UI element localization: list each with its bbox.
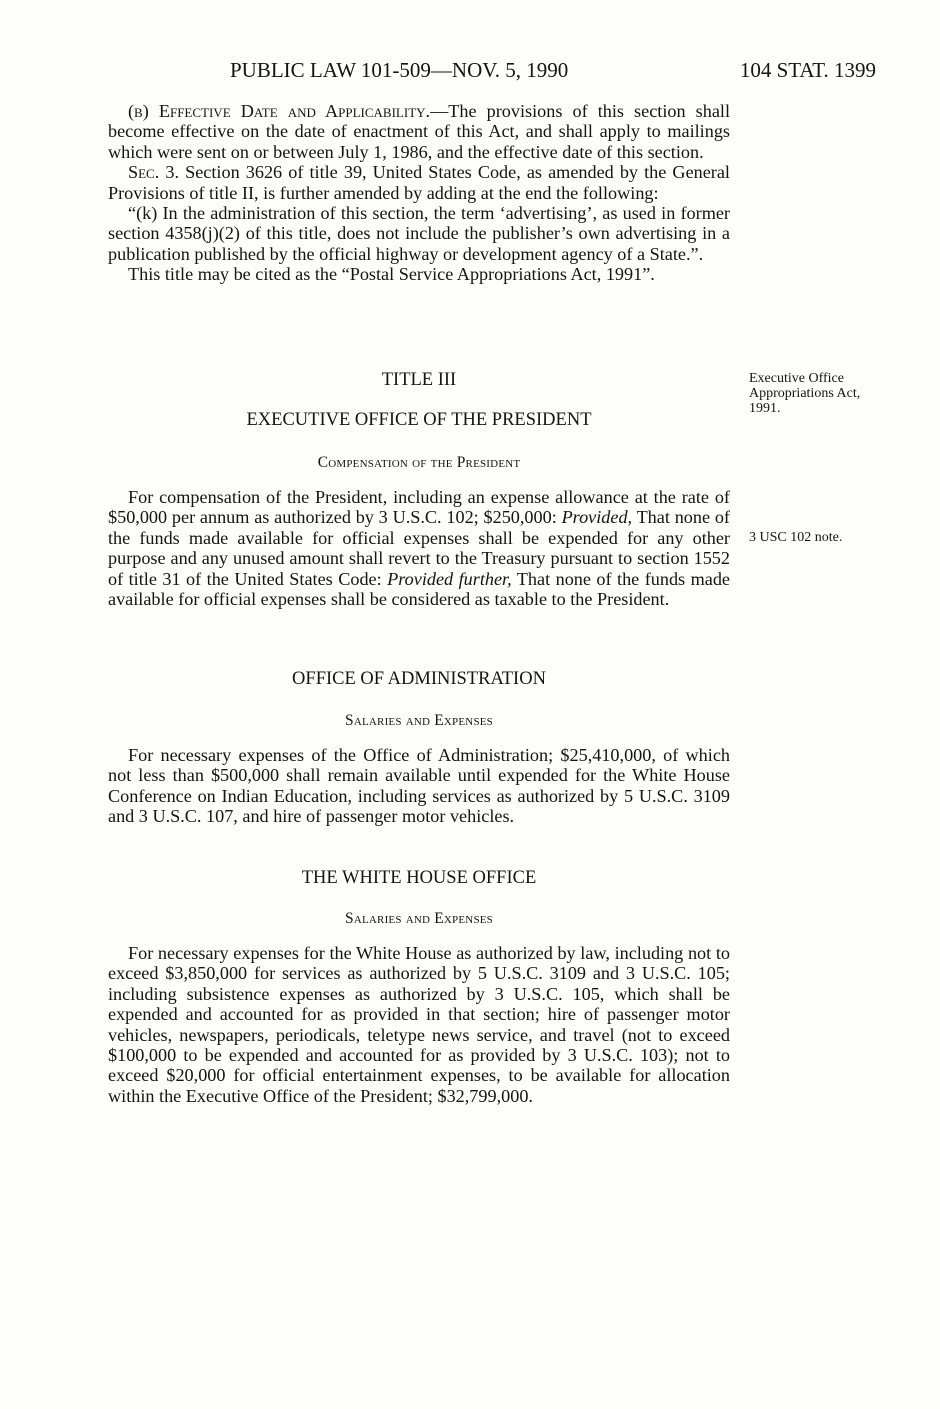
- admin-section: [108, 745, 730, 827]
- compensation-text-2: That none of the funds made available for official expenses shall be expended for any other purpose and any unused amount shall revert to the Treasury pursuant to section 1552 of title 31 of the United States Code:: [108, 507, 730, 589]
- section-b-paragraph: [108, 101, 730, 162]
- white-house-paragraph: For necessary expenses for the White House as authorized by law, including not to exceed $3,850,000 for services as authorized by 5 U.S.C. 3109 and 3 U.S.C. 105; including subsistence expenses as authorized by 3 U.S.C. 105, which shall be expended and accounted for as provided in that section; hire of passenger motor vehicles, newspapers, periodicals, teletype news service, and travel (not to exceed $100,000 to be expended and accounted for as provided by 3 U.S.C. 103); not to exceed $20,000 for official entertainment expenses, to be available for allocation within the Executive Office of the President; $32,799,000.: [108, 943, 730, 1106]
- quoted-subsection-k: “(k) In the administration of this section, the term ‘advertising’, as used in former section 4358(j)(2) of this title, does not include the publisher’s own advertising in a publication published by the official highway or development agency of a State.”.: [108, 203, 730, 264]
- admin-salaries-subheading: Salaries and Expenses: [345, 712, 493, 729]
- white-house-office-heading: THE WHITE HOUSE OFFICE: [301, 868, 537, 888]
- white-house-section: [108, 943, 730, 1106]
- page-header: [108, 58, 876, 88]
- margin-note-usc: 3 USC 102 note.: [749, 530, 843, 545]
- compensation-text-3: That none of the funds made available for official expenses shall be considered as taxable to the President.: [108, 568, 730, 610]
- compensation-section: [108, 487, 730, 609]
- section-b-heading: (b) Effective Date and Applicability.: [128, 101, 431, 121]
- admin-paragraph: For necessary expenses of the Office of Administration; $25,410,000, of which not less than $500,000 shall remain available until expended for the White House Conference on Indian Education, including services as authorized by 5 U.S.C. 3109 and 3 U.S.C. 107, and hire of passenger motor vehicles.: [108, 745, 730, 827]
- provided-further-italic: Provided further,: [387, 568, 512, 589]
- executive-office-heading: EXECUTIVE OFFICE OF THE PRESIDENT: [246, 410, 592, 430]
- public-law-header: PUBLIC LAW 101-509—NOV. 5, 1990: [230, 58, 569, 82]
- compensation-heading: Compensation of the President: [317, 454, 521, 471]
- stat-page-number: 104 STAT. 1399: [739, 58, 876, 82]
- section-body-top: [108, 101, 730, 285]
- margin-note-exec-act: Executive Office Appropriations Act, 1991.: [749, 371, 861, 416]
- section-3-paragraph: [108, 162, 730, 203]
- title-iii-heading: TITLE III: [381, 370, 457, 390]
- compensation-text-1: For compensation of the President, including an expense allowance at the rate of $50,000 per annum as authorized by 3 U.S.C. 102; $250,000:: [108, 487, 730, 528]
- section-3-text: Section 3626 of title 39, United States Code, as amended by the General Provisions of title II, is further amended by adding at the end the following:: [108, 162, 730, 203]
- compensation-paragraph: [108, 487, 730, 609]
- section-3-label: Sec. 3.: [128, 162, 180, 183]
- provided-italic: Provided,: [561, 507, 633, 528]
- white-house-salaries-subheading: Salaries and Expenses: [345, 910, 493, 927]
- office-of-administration-heading: OFFICE OF ADMINISTRATION: [292, 669, 546, 689]
- section-b-text: —The provisions of this section shall become effective on the date of enactment of this Act, and shall apply to mailings which were sent on or between July 1, 1986, and the effective date of this section.: [108, 101, 731, 162]
- short-title-citation: This title may be cited as the “Postal Service Appropriations Act, 1991”.: [128, 264, 655, 285]
